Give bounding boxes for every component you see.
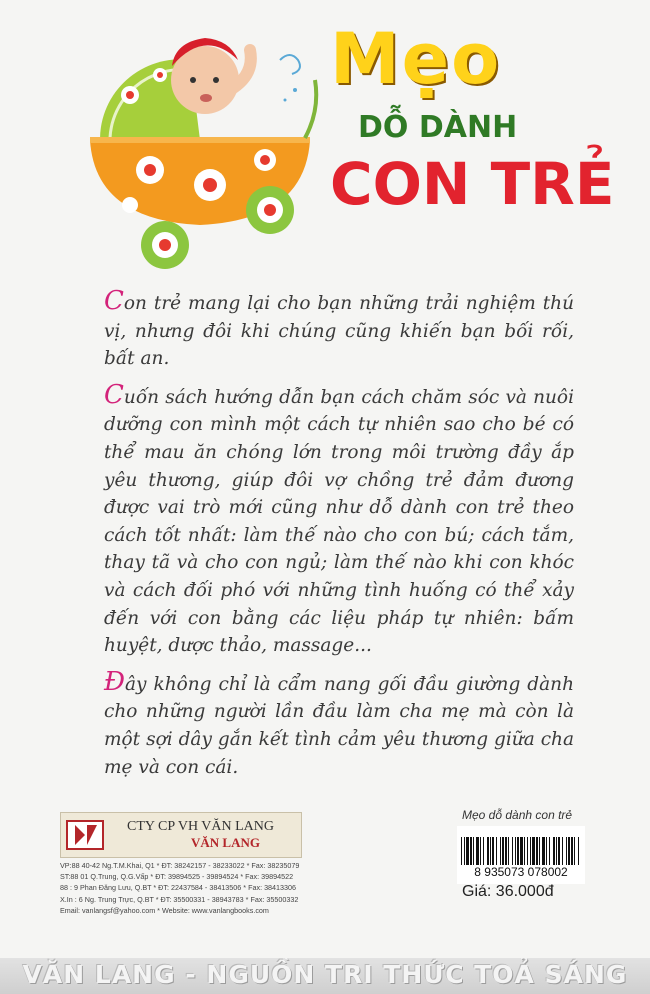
book-mini-title: Mẹo dỗ dành con trẻ [462,808,573,822]
publisher-name: CTY CP VH VĂN LANG [127,819,275,834]
address-line: VP:88 40-42 Ng.T.M.Khai, Q1 * ĐT: 38242157 - 38233022 * Fax: 38235079 [60,861,300,870]
blurb-paragraph-2 [104,379,574,660]
blurb-paragraph-1 [104,288,574,373]
title-main-word: Mẹo [330,18,502,100]
publisher-logo-icon [65,817,107,853]
cover-header [0,0,650,290]
dropcap: Đ [104,666,125,697]
baby-stroller-illustration [80,20,320,280]
title-second-line: DỖ DÀNH [358,110,518,145]
footer-slogan: VĂN LANG - NGUỒN TRI THỨC TOẢ SÁNG [22,960,628,989]
price-label: Giá: 36.000đ [462,883,554,900]
paragraph-text: ây không chỉ là cẩm nang gối đầu giường dành cho những người lần đầu làm cha mẹ mà còn là một sợi dây gắn kết tình cảm yêu thương giữa cha mẹ và con cái. [104,673,574,778]
address-line: X.In : 6 Ng. Trung Trực, Q.BT * ĐT: 35500331 - 38943783 * Fax: 35500332 [60,894,299,904]
title-third-line: CON TRẺ [330,150,615,218]
footer-band [0,958,650,994]
blurb-paragraph-3 [104,666,574,781]
address-line: ST:88 01 Q.Trung, Q.G.Vấp * ĐT: 39894525 - 39894524 * Fax: 39894522 [60,872,294,882]
isbn-number: 8 935073 078002 [457,865,585,879]
dropcap: C [104,286,124,316]
publisher-box [60,812,302,858]
address-line: 88 : 9 Phan Đăng Lưu, Q.BT * ĐT: 22437584 - 38413506 * Fax: 38413306 [60,883,297,893]
paragraph-text: uốn sách hướng dẫn bạn cách chăm sóc và nuôi dưỡng con mình một cách tự nhiên sao cho bé có thể mau ăn chóng lớn trong môi trường đầy ắp yêu thương, giúp đôi vợ chồng trẻ đảm đương được vai trò mới cũng như dỗ dành con trẻ theo cách tốt nhất: làm thế nào cho con bú; cách tắm, thay tã và cho con ngủ; làm thế nào khi con khóc và cách đối phó với những tình huống có thể xảy đến với con bằng các liệu pháp tự nhiên: bấm huyệt, dược thảo, massage... [104,386,574,657]
dropcap: C [104,379,124,410]
blurb-text [104,288,574,790]
paragraph-text: on trẻ mang lại cho bạn những trải nghiệm thú vị, nhưng đôi khi chúng cũng khiến bạn bối rối, bất an. [104,293,574,370]
publisher-addresses [60,860,360,916]
address-line: Email: vanlangsf@yahoo.com * Website: www.vanlangbooks.com [60,905,269,915]
publisher-brand: VĂN LANG [191,835,260,850]
